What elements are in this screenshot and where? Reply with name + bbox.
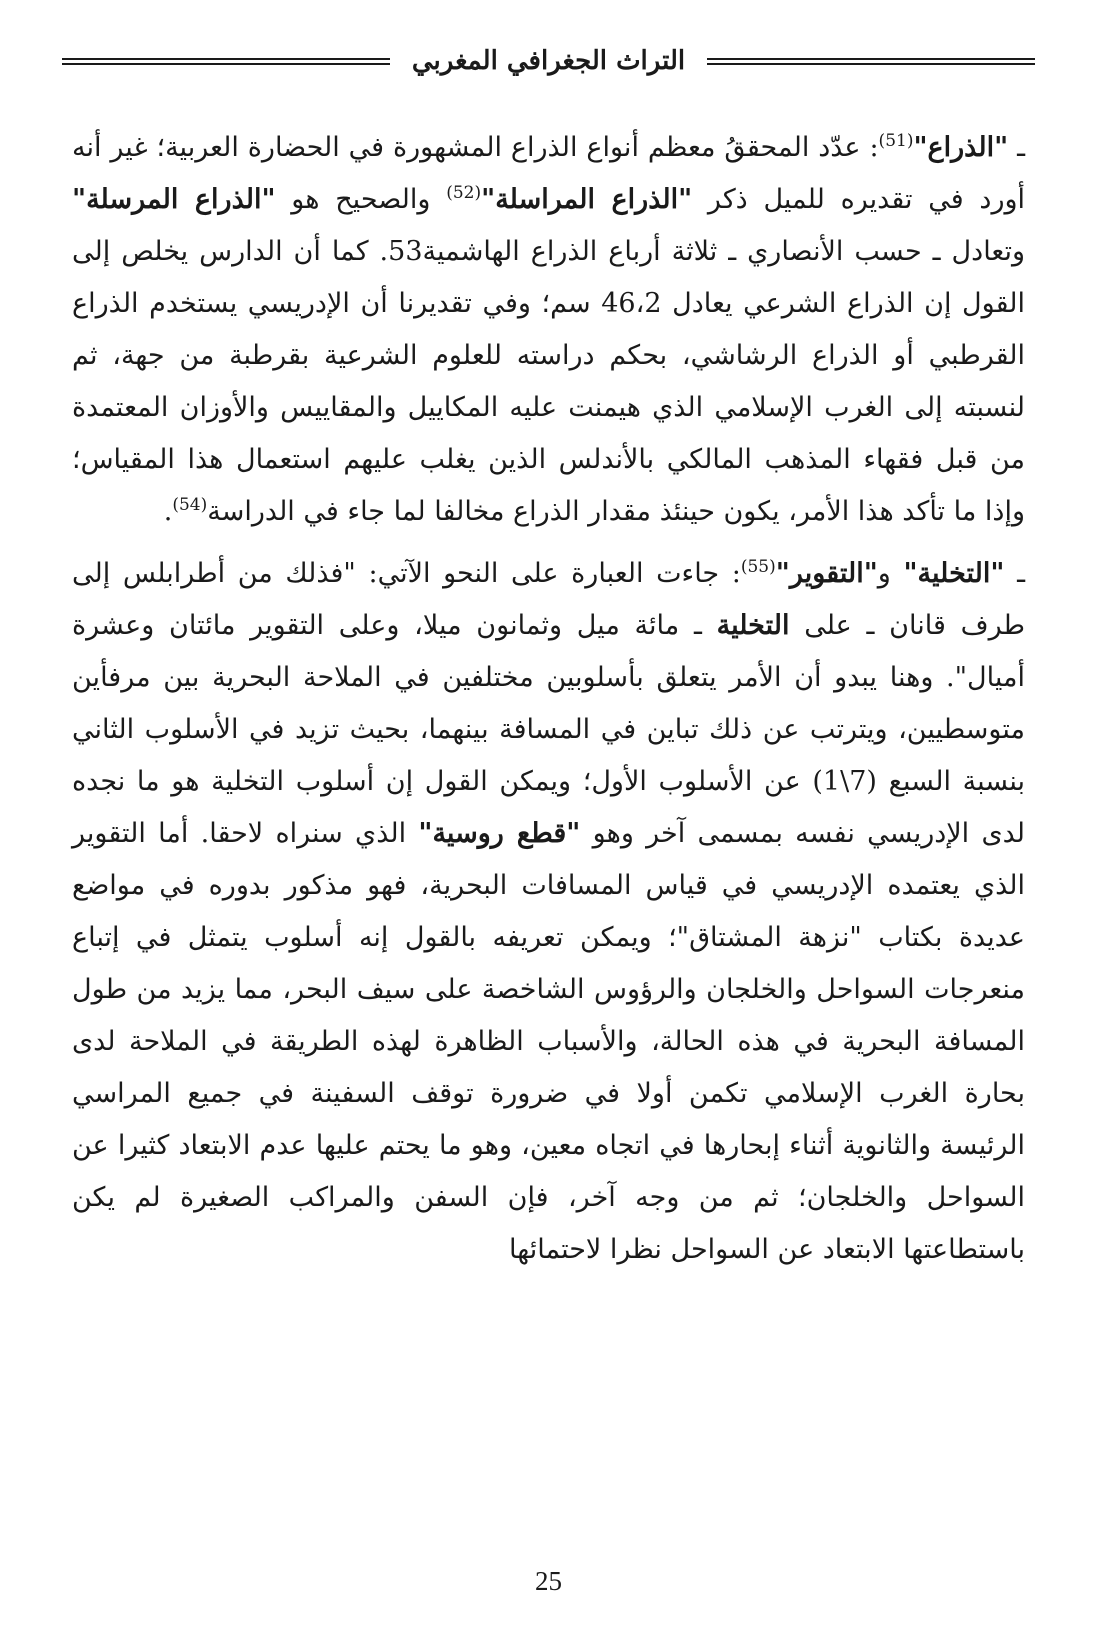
footnote-ref: (54) bbox=[172, 495, 208, 515]
footnote-ref: (52) bbox=[446, 183, 482, 203]
header-rule-left bbox=[62, 58, 390, 65]
header-title: التراث الجغرافي المغربي bbox=[411, 46, 686, 76]
bold-term: "الذراع المرسلة" bbox=[72, 184, 276, 215]
text-run: والصحيح هو bbox=[275, 184, 447, 215]
text-run: ـ مائة ميل وثمانون ميلا، وعلى التقوير مائتان وعشرة أميال". وهنا يبدو أن الأمر يتعلق بأسلوبين مختلفين في الملاحة البحرية بين مرفأين متوسطيين، ويترتب عن ذلك تباين في المسافة بينهما، بحيث تزيد في الأسلوب الثاني بنسبة السبع (7\1) عن الأسلوب الأول؛ ويمكن القول إن أسلوب التخلية هو ما نجده لدى الإدريسي نفسه بمسمى آخر وهو bbox=[72, 610, 1025, 849]
body-text bbox=[72, 122, 1025, 1286]
footnote-ref: (51) bbox=[878, 131, 914, 151]
paragraph-dhira bbox=[72, 122, 1025, 538]
page-number: 25 bbox=[535, 1566, 562, 1596]
footnote-ref: (55) bbox=[740, 557, 776, 577]
text-run: . bbox=[163, 496, 173, 527]
text-run: الذي سنراه لاحقا. أما التقوير الذي يعتمده الإدريسي في قياس المسافات البحرية، فهو مذكور بدوره في مواضع عديدة بكتاب "نزهة المشتاق"؛ ويمكن تعريفه بالقول إنه أسلوب يتمثل في إتباع منعرجات السواحل والخلجان والرؤوس الشاخصة على سيف البحر، مما يزيد من طول المسافة البحرية في هذه الحالة، والأسباب الظاهرة لهذه الطريقة في الملاحة لدى بحارة الغرب الإسلامي تكمن أولا في ضرورة توقف السفينة في جميع المراسي الرئيسة والثانوية أثناء إبحارها في اتجاه معين، وهو ما يحتم عليها عدم الابتعاد كثيرا عن السواحل والخلجان؛ ثم من وجه آخر، فإن السفن والمراكب الصغيرة لم يكن باستطاعتها الابتعاد عن السواحل نظرا لاحتمائها bbox=[72, 818, 1025, 1265]
header-rule-right bbox=[707, 58, 1035, 65]
bold-term: "الذراع" bbox=[913, 132, 1009, 163]
bold-term: "قطع روسية" bbox=[418, 818, 581, 849]
bold-term: "التقوير" bbox=[775, 558, 878, 589]
bold-term: التخلية bbox=[716, 610, 790, 641]
bold-term: "الذراع المراسلة" bbox=[481, 184, 693, 215]
text-run: : جاءت العبارة على النحو الآتي: "فذلك من أطرابلس إلى طرف قانان ـ على bbox=[72, 558, 1025, 641]
text-run: ـ bbox=[1004, 558, 1025, 589]
paragraph-takhliya-taqwir bbox=[72, 548, 1025, 1276]
text-run: و bbox=[877, 558, 904, 589]
text-run: : عدّد المحققُ معظم أنواع الذراع المشهورة في الحضارة العربية؛ غير أنه أورد في تقديره للميل ذكر bbox=[72, 132, 1026, 215]
running-header bbox=[62, 38, 1035, 84]
text-run: وتعادل ـ حسب الأنصاري ـ ثلاثة أرباع الذراع الهاشمية53. كما أن الدارس يخلص إلى القول إن الذراع الشرعي يعادل 46،2 سم؛ وفي تقديرنا أن الإدريسي يستخدم الذراع القرطبي أو الذراع الرشاشي، بحكم دراسته للعلوم الشرعية بقرطبة من جهة، ثم لنسبته إلى الغرب الإسلامي الذي هيمنت عليه المكاييل والمقاييس والأوزان المعتمدة من قبل فقهاء المذهب المالكي بالأندلس الذين يغلب عليهم استعمال هذا المقياس؛ وإذا ما تأكد هذا الأمر، يكون حينئذ مقدار الذراع مخالفا لما جاء في الدراسة bbox=[72, 236, 1025, 527]
bold-term: "التخلية" bbox=[903, 558, 1005, 589]
text-run: ـ bbox=[1008, 132, 1025, 163]
